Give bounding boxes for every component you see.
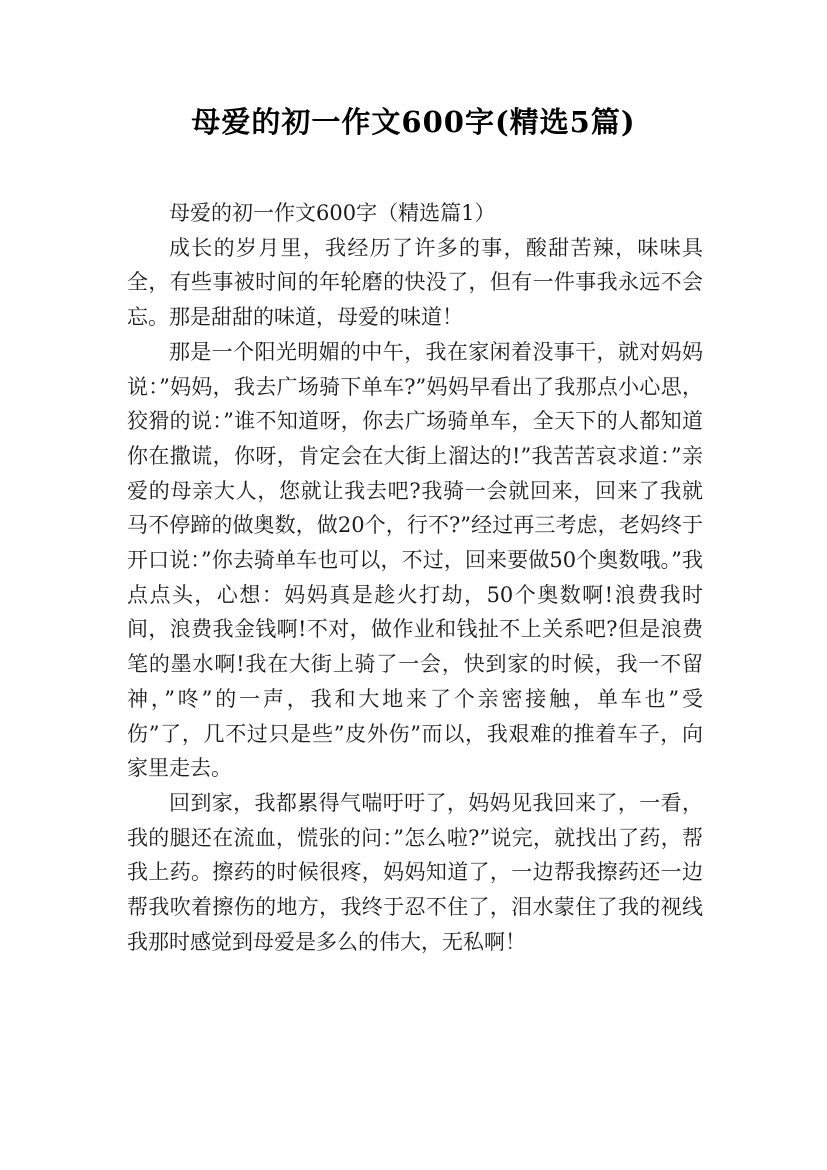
section-heading: 母爱的初一作文600字（精选篇1）: [169, 201, 496, 225]
paragraph: 回到家，我都累得气喘吁吁了，妈妈见我回来了，一看，我的腿还在流血，慌张的问：”怎么啦?”说完，就找出了药，帮我上药。擦药的时候很疼，妈妈知道了，一边帮我擦药还一边帮我吹着擦伤的地方，我终于忍不住了，泪水蒙住了我的视线我那时感觉到母爱是多么的伟大，无私啊！: [127, 790, 703, 954]
document-body: [127, 196, 703, 959]
paragraph: 成长的岁月里，我经历了许多的事，酸甜苦辣，味味具全，有些事被时间的年轮磨的快没了，但有一件事我永远不会忘。那是甜甜的味道，母爱的味道！: [127, 235, 703, 330]
document-title: 母爱的初一作文600字(精选5篇): [191, 105, 636, 139]
paragraph: 那是一个阳光明媚的中午，我在家闲着没事干，就对妈妈说：”妈妈，我去广场骑下单车?”妈妈早看出了我那点小心思，狡猾的说：”谁不知道呀，你去广场骑单车，全天下的人都知道你在撒谎，你呀，肯定会在大街上溜达的!”我苦苦哀求道：”亲爱的母亲大人，您就让我去吧?我骑一会就回来，回来了我就马不停蹄的做奥数，做20个，行不?”经过再三考虑，老妈终于开口说：”你去骑单车也可以，不过，回来要做50个奥数哦。”我点点头，心想：妈妈真是趁火打劫，50个奥数啊!浪费我时间，浪费我金钱啊!不对，做作业和钱扯不上关系吧?但是浪费笔的墨水啊!我在大街上骑了一会，快到家的时候，我一不留神，”咚”的一声，我和大地来了个亲密接触，单车也”受伤”了，几不过只是些”皮外伤”而以，我艰难的推着车子，向家里走去。: [127, 339, 703, 781]
